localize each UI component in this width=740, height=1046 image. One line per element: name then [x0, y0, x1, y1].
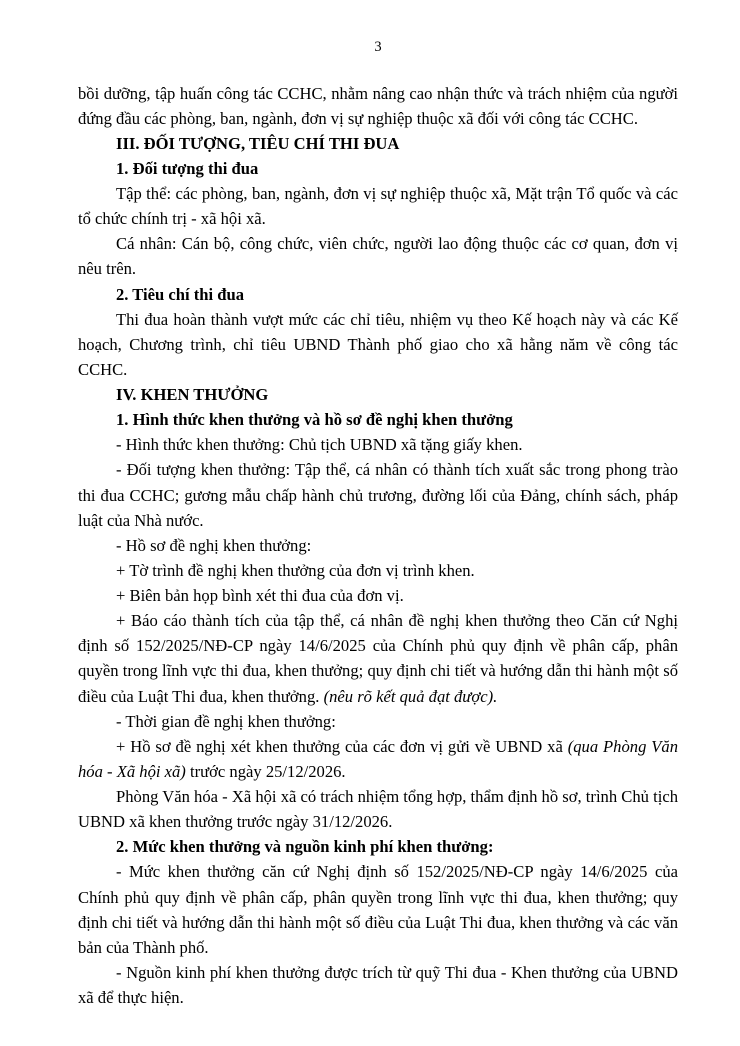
run-text-end: trước ngày 25/12/2026. — [185, 761, 346, 781]
run-italic: (qua Phòng Văn hóa - Xã hội xã) — [78, 736, 678, 781]
bullet-ho-so-gui-ubnd — [78, 734, 678, 784]
section-heading-iii: III. ĐỐI TƯỢNG, TIÊU CHÍ THI ĐUA — [116, 133, 400, 153]
bullet-doi-tuong: - Đối tượng khen thưởng: Tập thể, cá nhân có thành tích xuất sắc trong phong trào thi đua CCHC; gương mẫu chấp hành chủ trương, đường lối của Đảng, chính sách, pháp luật của Nhà nước. — [78, 460, 678, 530]
bullet-to-trinh: + Tờ trình đề nghị khen thưởng của đơn vị trình khen. — [116, 560, 475, 580]
bullet-ho-so: - Hồ sơ đề nghị khen thưởng: — [116, 535, 312, 555]
subsection-heading-1: 1. Đối tượng thi đua — [116, 158, 259, 178]
bullet-nguon-kinh-phi: - Nguồn kinh phí khen thưởng được trích từ quỹ Thi đua - Khen thưởng của UBND xã để thực hiện. — [78, 962, 678, 1007]
bullet-bien-ban: + Biên bản họp bình xét thi đua của đơn vị. — [116, 586, 404, 605]
subsection-heading-khen-thuong-2: 2. Mức khen thưởng và nguồn kinh phí khen thưởng: — [116, 837, 494, 857]
paragraph-phong-van-hoa: Phòng Văn hóa - Xã hội xã có trách nhiệm tổng hợp, thẩm định hồ sơ, trình Chủ tịch UBND xã khen thưởng trước ngày 31/12/2026. — [78, 787, 678, 832]
bullet-thoi-gian: - Thời gian đề nghị khen thưởng: — [116, 711, 336, 731]
subsection-heading-2: 2. Tiêu chí thi đua — [116, 284, 245, 304]
subsection-heading-khen-thuong-1: 1. Hình thức khen thưởng và hồ sơ đề nghị khen thưởng — [116, 410, 513, 430]
bullet-bao-cao-thanh-tich — [78, 608, 678, 709]
page-number: 3 — [374, 39, 382, 55]
paragraph-tieu-chi: Thi đua hoàn thành vượt mức các chỉ tiêu, nhiệm vụ theo Kế hoạch này và các Kế hoạch, Chương trình, chỉ tiêu UBND Thành phố giao cho xã hằng năm về công tác CCHC. — [78, 309, 678, 379]
paragraph-continued: bồi dưỡng, tập huấn công tác CCHC, nhằm nâng cao nhận thức và trách nhiệm của người đứng đầu các phòng, ban, ngành, đơn vị sự nghiệp thuộc xã đối với công tác CCHC. — [78, 83, 678, 128]
paragraph-tap-the: Tập thể: các phòng, ban, ngành, đơn vị sự nghiệp thuộc xã, Mặt trận Tổ quốc và các tổ chức chính trị - xã hội xã. — [78, 184, 678, 229]
bullet-muc-khen-thuong: - Mức khen thưởng căn cứ Nghị định số 152/2025/NĐ-CP ngày 14/6/2025 của Chính phủ quy định về phân cấp, phân quyền trong lĩnh vực thi đua, khen thưởng; quy định chi tiết và hướng dẫn thi hành một số điều của Luật Thi đua, khen thưởng và các văn bản của Thành phố. — [78, 862, 678, 957]
document-body — [78, 81, 678, 1011]
section-heading-iv: IV. KHEN THƯỞNG — [116, 385, 269, 404]
bullet-hinh-thuc: - Hình thức khen thưởng: Chủ tịch UBND xã tặng giấy khen. — [116, 435, 523, 455]
run-text: + Hồ sơ đề nghị xét khen thưởng của các đơn vị gửi về UBND xã — [116, 736, 568, 756]
run-text: + Báo cáo thành tích của tập thể, cá nhân đề nghị khen thưởng theo Căn cứ Nghị định số 152/2025/NĐ-CP ngày 14/6/2025 của Chính phủ quy định về phân cấp, phân quyền trong lĩnh vực thi đua, khen thưởng; quy định chi tiết và hướng dẫn thi hành một số điều của Luật Thi đua, khen thưởng. — [78, 611, 678, 706]
run-italic: (nêu rõ kết quả đạt được). — [323, 686, 498, 706]
paragraph-ca-nhan: Cá nhân: Cán bộ, công chức, viên chức, người lao động thuộc các cơ quan, đơn vị nêu trên. — [78, 234, 678, 279]
